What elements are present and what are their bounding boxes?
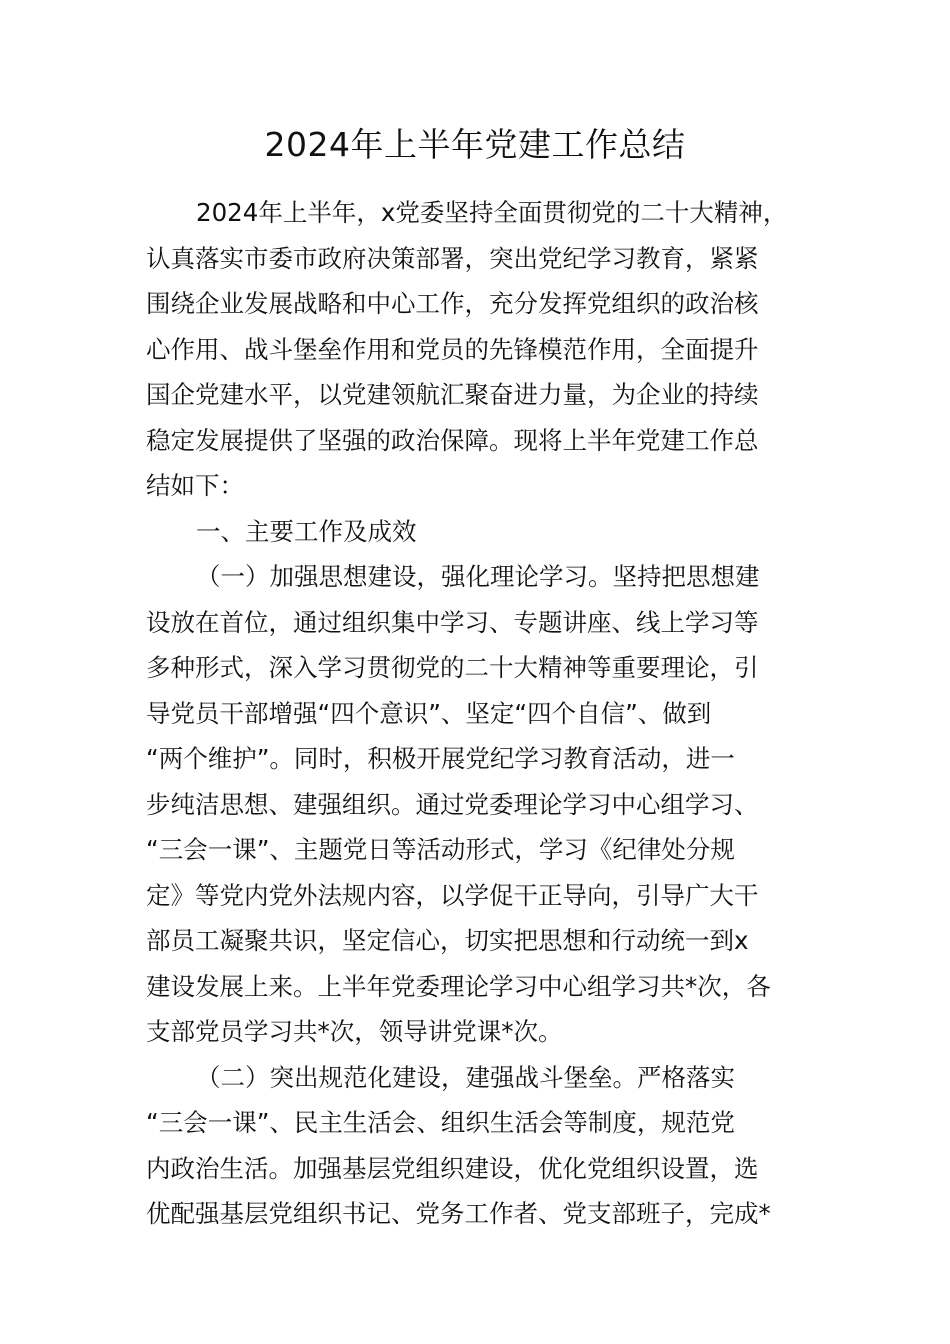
paragraph-line: 部员工凝聚共识，坚定信心，切实把思想和行动统一到x xyxy=(146,926,749,955)
paragraph-line: （二）突出规范化建设，建强战斗堡垒。严格落实 xyxy=(196,1062,735,1092)
paragraph-line: 多种形式，深入学习贯彻党的二十大精神等重要理论，引 xyxy=(146,653,759,682)
section-heading: 一、主要工作及成效 xyxy=(196,516,417,546)
paragraph-line: 围绕企业发展战略和中心工作，充分发挥党组织的政治核 xyxy=(146,289,759,318)
document-body xyxy=(146,190,798,1237)
paragraph-line: 定》等党内党外法规内容，以学促干正导向，引导广大干 xyxy=(146,880,759,910)
paragraph-line: 国企党建水平，以党建领航汇聚奋进力量，为企业的持续 xyxy=(146,380,759,409)
paragraph-line: “三会一课”、主题党日等活动形式，学习《纪律处分规 xyxy=(146,835,735,864)
paragraph-line: 支部党员学习共*次，领导讲党课*次。 xyxy=(146,1017,563,1046)
paragraph-line: 步纯洁思想、建强组织。通过党委理论学习中心组学习、 xyxy=(146,789,759,819)
paragraph-line: 结如下： xyxy=(146,471,244,500)
paragraph-line: “两个维护”。同时，积极开展党纪学习教育活动，进一 xyxy=(146,744,735,773)
paragraph-line: 导党员干部增强“四个意识”、坚定“四个自信”、做到 xyxy=(146,698,712,728)
document-title: 2024年上半年党建工作总结 xyxy=(264,125,686,164)
paragraph-line: 2024年上半年，x党委坚持全面贯彻党的二十大精神， xyxy=(196,198,788,227)
paragraph-line: “三会一课”、民主生活会、组织生活会等制度，规范党 xyxy=(146,1108,735,1137)
paragraph-line: 优配强基层党组织书记、党务工作者、党支部班子，完成* xyxy=(146,1199,771,1228)
paragraph-line: 设放在首位，通过组织集中学习、专题讲座、线上学习等 xyxy=(146,607,759,637)
paragraph-line: 认真落实市委市政府决策部署，突出党纪学习教育，紧紧 xyxy=(146,243,759,273)
paragraph-line: 心作用、战斗堡垒作用和党员的先锋模范作用，全面提升 xyxy=(146,334,759,364)
paragraph-line: （一）加强思想建设，强化理论学习。坚持把思想建 xyxy=(196,562,760,591)
paragraph-line: 建设发展上来。上半年党委理论学习中心组学习共*次，各 xyxy=(146,971,771,1001)
paragraph-line: 内政治生活。加强基层党组织建设，优化党组织设置，选 xyxy=(146,1153,759,1183)
paragraph-line: 稳定发展提供了坚强的政治保障。现将上半年党建工作总 xyxy=(146,425,759,455)
